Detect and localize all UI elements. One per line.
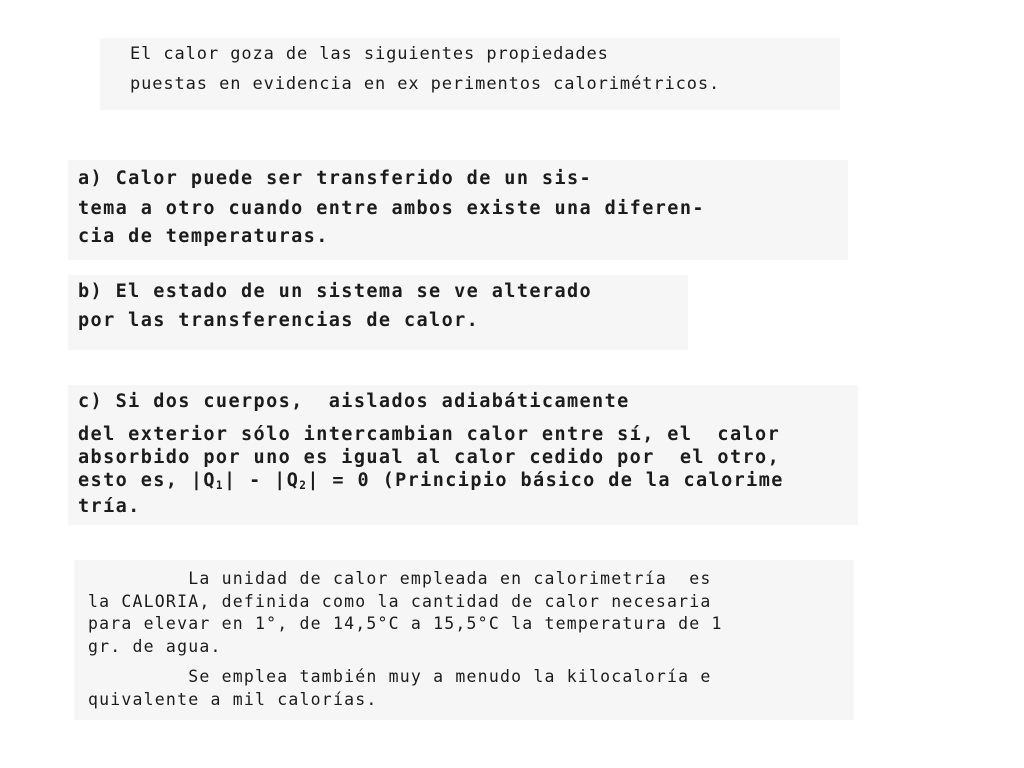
property-b-line-2: por las transferencias de calor. bbox=[78, 310, 480, 331]
property-b-line-1: b) El estado de un sistema se ve alterado bbox=[78, 281, 593, 302]
equation-middle: | - |Q bbox=[224, 470, 300, 491]
unit-line-1: La unidad de calor empleada en calorimetría es bbox=[88, 569, 712, 588]
unit-line-4: gr. de agua. bbox=[88, 637, 222, 656]
equation-suffix: | = 0 (Principio básico de la calorime bbox=[307, 470, 784, 491]
property-c-line-2: del exterior sólo intercambian calor entre sí, el calor bbox=[78, 424, 781, 445]
subscript-1: 1 bbox=[215, 479, 225, 492]
unit-line-6: quivalente a mil calorías. bbox=[88, 690, 378, 709]
property-c-line-1: c) Si dos cuerpos, aislados adiabáticamente bbox=[78, 391, 630, 412]
property-a-line-2: tema a otro cuando entre ambos existe una diferen- bbox=[78, 198, 705, 219]
property-a-line-3: cia de temperaturas. bbox=[78, 226, 329, 247]
property-c-line-4 bbox=[78, 470, 784, 492]
subscript-2: 2 bbox=[299, 479, 308, 492]
unit-line-2: la CALORIA, definida como la cantidad de calor necesaria bbox=[88, 592, 712, 611]
equation-prefix: esto es, |Q bbox=[78, 470, 216, 491]
intro-line-1: El calor goza de las siguientes propiedades bbox=[130, 44, 609, 64]
property-a-line-1: a) Calor puede ser transferido de un sis- bbox=[78, 168, 593, 189]
property-c-line-3: absorbido por uno es igual al calor cedido por el otro, bbox=[78, 447, 781, 468]
intro-line-2: puestas en evidencia en ex perimentos calorimétricos. bbox=[130, 74, 721, 94]
unit-line-3: para elevar en 1°, de 14,5°C a 15,5°C la temperatura de 1 bbox=[88, 614, 723, 633]
unit-line-5: Se emplea también muy a menudo la kilocaloría e bbox=[88, 667, 712, 686]
property-c-line-5: tría. bbox=[78, 496, 141, 517]
